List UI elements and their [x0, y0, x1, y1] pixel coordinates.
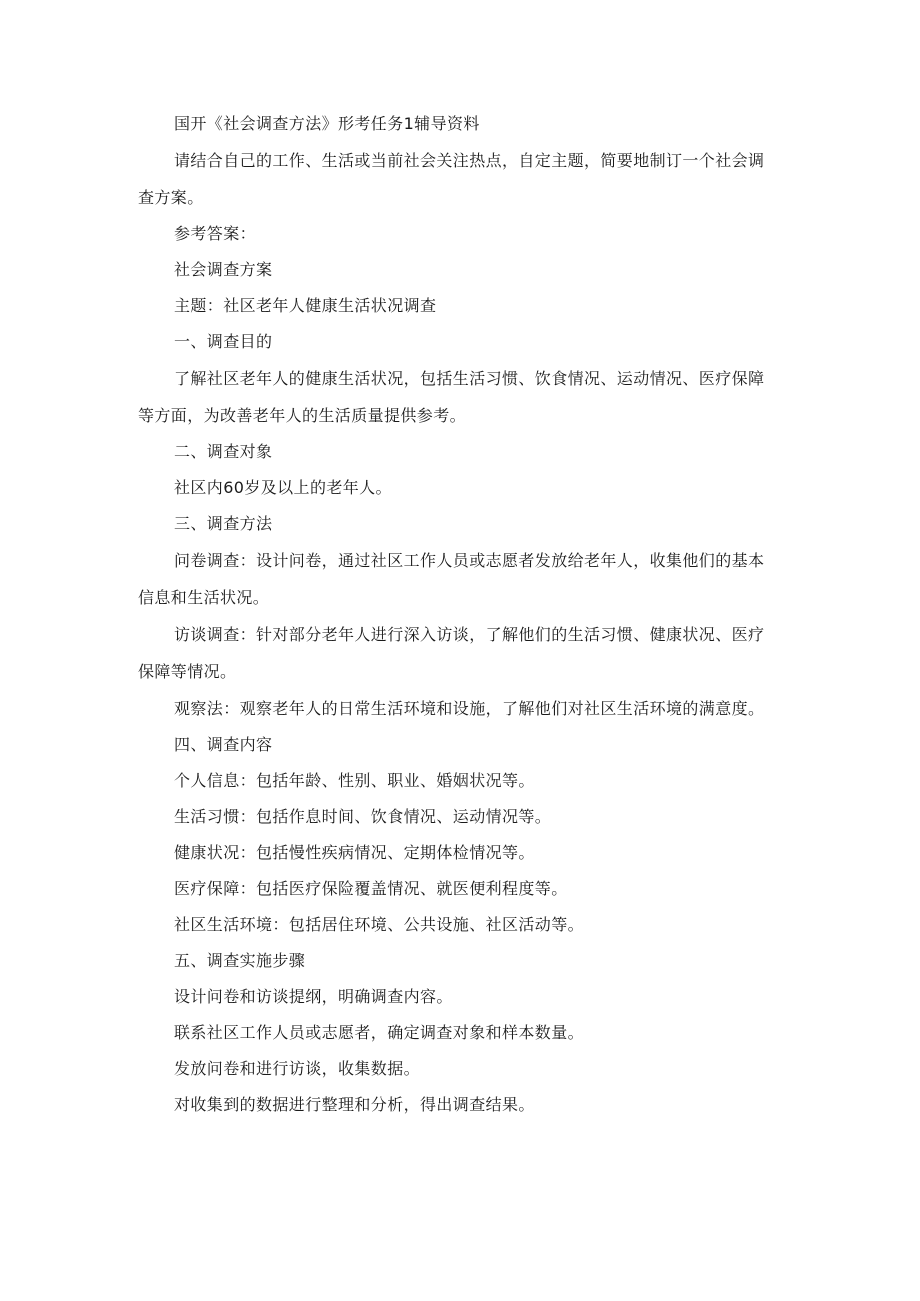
section-heading-purpose: 一、调查目的: [174, 332, 273, 351]
answer-label: 参考答案：: [174, 224, 257, 243]
subjects-text: 社区内60岁及以上的老年人。: [174, 478, 392, 497]
step-analyze: 对收集到的数据进行整理和分析，得出调查结果。: [174, 1095, 535, 1114]
content-habits: 生活习惯：包括作息时间、饮食情况、运动情况等。: [174, 807, 552, 826]
method-questionnaire: 问卷调查：设计问卷，通过社区工作人员或志愿者发放给老年人，收集他们的基本信息和生活状况。: [138, 551, 765, 607]
step-contact: 联系社区工作人员或志愿者，确定调查对象和样本数量。: [174, 1023, 585, 1042]
content-medical: 医疗保障：包括医疗保险覆盖情况、就医便利程度等。: [174, 879, 568, 898]
section-heading-subjects: 二、调查对象: [174, 442, 273, 461]
step-design: 设计问卷和访谈提纲，明确调查内容。: [174, 987, 453, 1006]
plan-topic: 主题：社区老年人健康生活状况调查: [174, 296, 437, 315]
section-heading-steps: 五、调查实施步骤: [174, 951, 306, 970]
method-interview: 访谈调查：针对部分老年人进行深入访谈，了解他们的生活习惯、健康状况、医疗保障等情况。: [138, 625, 765, 681]
content-health: 健康状况：包括慢性疾病情况、定期体检情况等。: [174, 843, 535, 862]
section-heading-methods: 三、调查方法: [174, 514, 273, 533]
step-collect: 发放问卷和进行访谈，收集数据。: [174, 1059, 421, 1078]
plan-heading: 社会调查方案: [174, 260, 273, 279]
content-personal-info: 个人信息：包括年龄、性别、职业、婚姻状况等。: [174, 771, 535, 790]
method-observation: 观察法：观察老年人的日常生活环境和设施，了解他们对社区生活环境的满意度。: [174, 699, 765, 718]
document-body: [138, 113, 778, 1130]
task-prompt: 请结合自己的工作、生活或当前社会关注热点，自定主题，简要地制订一个社会调查方案。: [138, 151, 765, 207]
doc-title: 国开《社会调查方法》形考任务1辅导资料: [174, 114, 480, 133]
purpose-text: 了解社区老年人的健康生活状况，包括生活习惯、饮食情况、运动情况、医疗保障等方面，为改善老年人的生活质量提供参考。: [138, 369, 765, 425]
section-heading-content: 四、调查内容: [174, 735, 273, 754]
content-environment: 社区生活环境：包括居住环境、公共设施、社区活动等。: [174, 915, 585, 934]
